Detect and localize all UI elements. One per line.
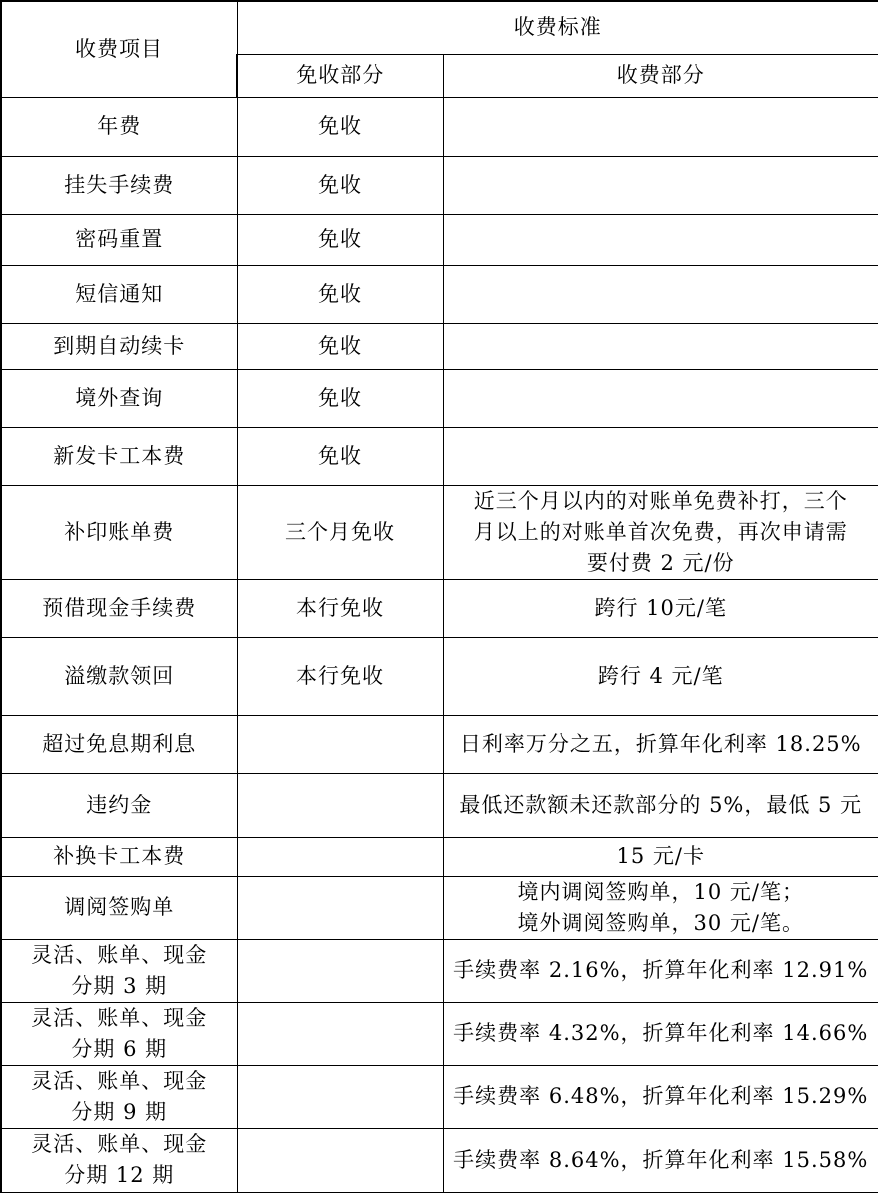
fee-item-cell: 新发卡工本费 — [1, 427, 237, 485]
header-row — [1, 1, 878, 54]
free-part-cell: 免收 — [237, 323, 443, 369]
free-part-cell — [237, 939, 443, 1002]
table-row — [1, 876, 878, 939]
table-row — [1, 214, 878, 265]
table-row — [1, 97, 878, 156]
table-row — [1, 579, 878, 637]
table-row — [1, 637, 878, 715]
charge-part-cell: 境内调阅签购单，10 元/笔； 境外调阅签购单，30 元/笔。 — [443, 876, 878, 939]
charge-part-cell: 手续费率 8.64%，折算年化利率 15.58% — [443, 1128, 878, 1192]
table-row — [1, 1065, 878, 1128]
free-part-cell: 免收 — [237, 214, 443, 265]
table-row — [1, 427, 878, 485]
fee-item-cell: 年费 — [1, 97, 237, 156]
charge-part-cell: 手续费率 4.32%，折算年化利率 14.66% — [443, 1002, 878, 1065]
free-part-cell — [237, 1002, 443, 1065]
fee-item-cell: 灵活、账单、现金 分期 9 期 — [1, 1065, 237, 1128]
charge-part-cell: 手续费率 2.16%，折算年化利率 12.91% — [443, 939, 878, 1002]
charge-part-cell — [443, 156, 878, 214]
header-charge-part: 收费部分 — [443, 54, 878, 97]
free-part-cell: 免收 — [237, 265, 443, 323]
charge-part-cell — [443, 97, 878, 156]
free-part-cell — [237, 876, 443, 939]
table-row — [1, 485, 878, 579]
table-row — [1, 1128, 878, 1192]
free-part-cell — [237, 1065, 443, 1128]
fee-item-cell: 灵活、账单、现金 分期 6 期 — [1, 1002, 237, 1065]
charge-part-cell: 跨行 4 元/笔 — [443, 637, 878, 715]
free-part-cell: 三个月免收 — [237, 485, 443, 579]
table-row — [1, 369, 878, 427]
table-row — [1, 156, 878, 214]
fee-item-cell: 调阅签购单 — [1, 876, 237, 939]
fee-item-cell: 违约金 — [1, 773, 237, 837]
table-row — [1, 837, 878, 876]
free-part-cell: 免收 — [237, 427, 443, 485]
charge-part-cell: 跨行 10元/笔 — [443, 579, 878, 637]
table-row — [1, 939, 878, 1002]
free-part-cell — [237, 837, 443, 876]
free-part-cell — [237, 715, 443, 773]
fee-item-cell: 挂失手续费 — [1, 156, 237, 214]
table-row — [1, 265, 878, 323]
charge-part-cell: 最低还款额未还款部分的 5%，最低 5 元 — [443, 773, 878, 837]
charge-part-cell — [443, 427, 878, 485]
table-row — [1, 773, 878, 837]
fee-item-cell: 超过免息期利息 — [1, 715, 237, 773]
fee-item-cell: 补换卡工本费 — [1, 837, 237, 876]
fee-item-cell: 短信通知 — [1, 265, 237, 323]
free-part-cell: 本行免收 — [237, 637, 443, 715]
free-part-cell — [237, 1128, 443, 1192]
fee-item-cell: 到期自动续卡 — [1, 323, 237, 369]
header-item: 收费项目 — [1, 1, 237, 97]
table-row — [1, 323, 878, 369]
charge-part-cell — [443, 214, 878, 265]
charge-part-cell — [443, 323, 878, 369]
fee-item-cell: 预借现金手续费 — [1, 579, 237, 637]
charge-part-cell: 手续费率 6.48%，折算年化利率 15.29% — [443, 1065, 878, 1128]
fee-item-cell: 补印账单费 — [1, 485, 237, 579]
fee-item-cell: 溢缴款领回 — [1, 637, 237, 715]
fee-item-cell: 密码重置 — [1, 214, 237, 265]
free-part-cell: 免收 — [237, 97, 443, 156]
header-standard: 收费标准 — [237, 1, 878, 54]
fee-item-cell: 灵活、账单、现金 分期 12 期 — [1, 1128, 237, 1192]
free-part-cell: 免收 — [237, 369, 443, 427]
table-row — [1, 715, 878, 773]
header-free-part: 免收部分 — [237, 54, 443, 97]
fee-item-cell: 境外查询 — [1, 369, 237, 427]
charge-part-cell — [443, 265, 878, 323]
free-part-cell: 本行免收 — [237, 579, 443, 637]
charge-part-cell: 日利率万分之五，折算年化利率 18.25% — [443, 715, 878, 773]
free-part-cell: 免收 — [237, 156, 443, 214]
fee-item-cell: 灵活、账单、现金 分期 3 期 — [1, 939, 237, 1002]
free-part-cell — [237, 773, 443, 837]
charge-part-cell: 15 元/卡 — [443, 837, 878, 876]
charge-part-cell — [443, 369, 878, 427]
charge-part-cell: 近三个月以内的对账单免费补打，三个 月以上的对账单首次免费，再次申请需 要付费 2 元/份 — [443, 485, 878, 579]
table-row — [1, 1002, 878, 1065]
